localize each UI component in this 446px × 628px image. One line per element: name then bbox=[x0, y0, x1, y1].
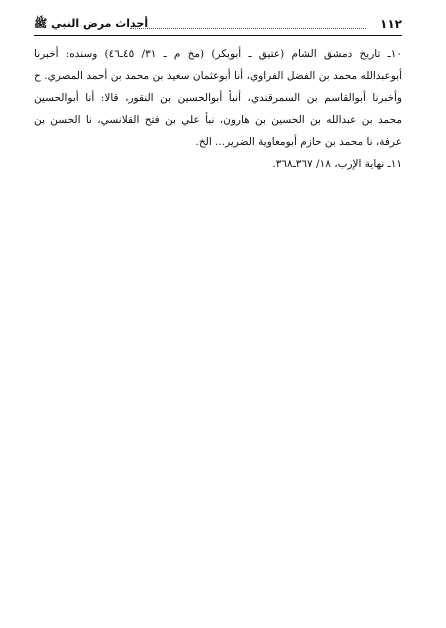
footnote-11 bbox=[34, 153, 402, 175]
header-rule bbox=[34, 35, 402, 36]
footnote-line: محمد بن عبدالله بن الحسين بن هارون، نبأ علي بن فتح القلانسي، نا الحسن بن bbox=[34, 114, 402, 126]
footnotes bbox=[34, 43, 402, 175]
footnote-10 bbox=[34, 43, 402, 153]
footnote-line: ١٠ـ تاريخ دمشق الشام (عتيق ـ أبوبكر) (مخ م ـ ٣١/ ٤٥ـ٤٦) وسنده: أخبرنا bbox=[34, 48, 402, 60]
dotted-leader bbox=[130, 27, 366, 29]
running-title: أحداث مرض النبي ﷺ bbox=[34, 17, 149, 30]
page-header bbox=[34, 15, 402, 37]
footnote-line: عرفة، نا محمد بن حازم أبومعاوية الضرير... الخ. bbox=[195, 136, 402, 148]
footnote-line: أبوعبدالله محمد بن الفضل الفراوي، أنا أبوعثمان سعيد بن محمد بن أحمد المصري. ح bbox=[34, 70, 402, 82]
footnote-line: وأخبرنا أبوالقاسم بن السمرقندي، أنبأ أبوالحسين بن النقور، قالا: أنا أبوالحسين bbox=[34, 92, 402, 104]
page-number: ١١٢ bbox=[380, 17, 402, 31]
footnote-line: ١١ـ نهاية الإرب، ١٨/ ٣٦٧ـ٣٦٨. bbox=[272, 158, 402, 170]
